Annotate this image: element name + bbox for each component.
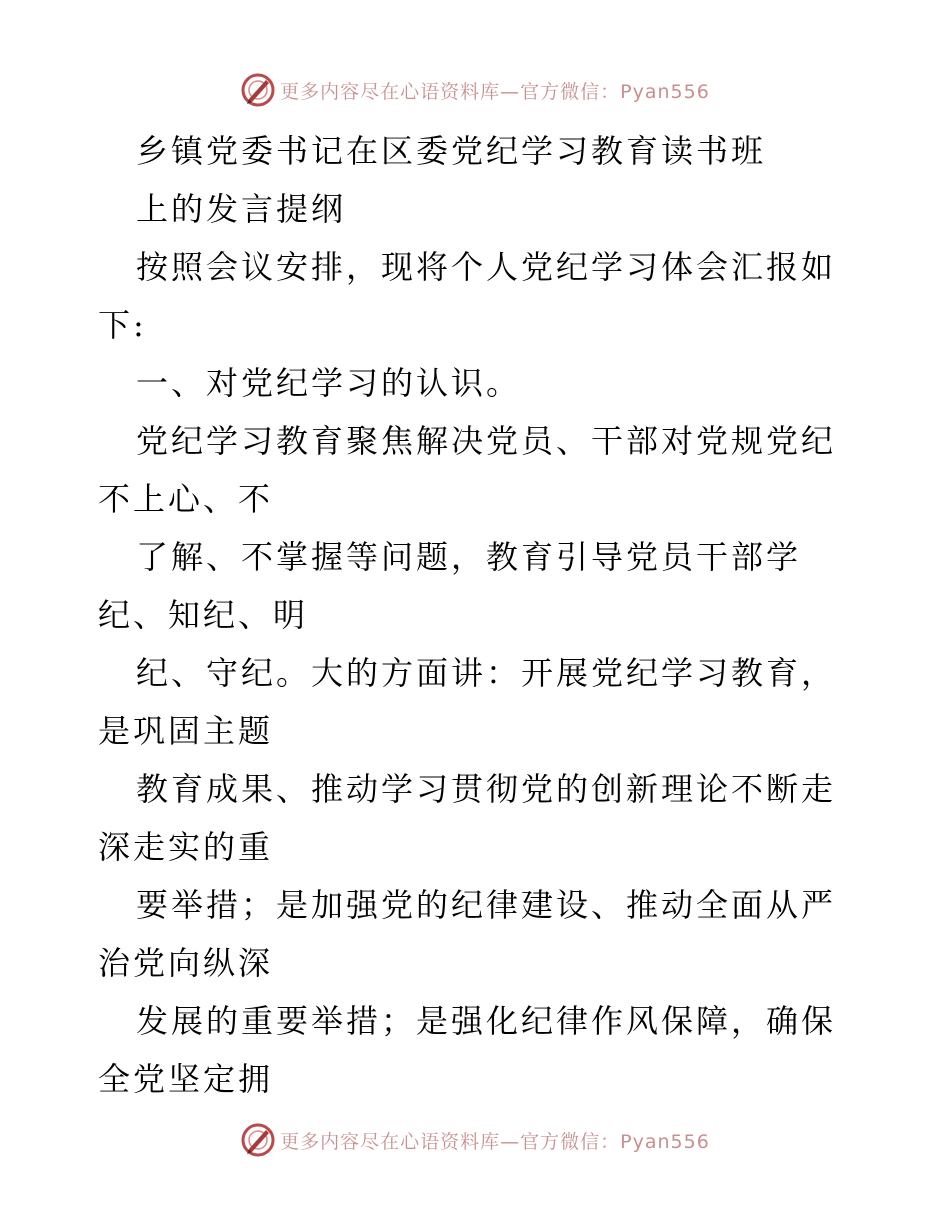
paragraph: 按照会议安排，现将个人党纪学习体会汇报如下: (98, 248, 837, 344)
pen-seal-icon (240, 72, 276, 108)
paragraph: 上的发言提纲 (136, 190, 347, 228)
paragraph: 发展的重要举措；是强化纪律作风保障，确保全党坚定拥 (98, 1002, 837, 1098)
paragraph: 了解、不掌握等问题，教育引导党员干部学纪、知纪、明 (98, 538, 802, 634)
header-watermark (0, 70, 950, 110)
document-body (98, 122, 858, 1108)
paragraph: 教育成果、推动学习贯彻党的创新理论不断走深走实的重 (98, 770, 837, 866)
footer-watermark (0, 1120, 950, 1160)
paragraph: 纪、守纪。大的方面讲：开展党纪学习教育，是巩固主题 (98, 654, 837, 750)
paragraph: 乡镇党委书记在区委党纪学习教育读书班 (136, 132, 767, 170)
pen-seal-icon (240, 1122, 276, 1158)
paragraph: 党纪学习教育聚焦解决党员、干部对党规党纪不上心、不 (98, 422, 837, 518)
paragraph: 要举措；是加强党的纪律建设、推动全面从严治党向纵深 (98, 886, 837, 982)
watermark-text: 更多内容尽在心语资料库—官方微信：Pyan556 (280, 80, 710, 103)
watermark-text: 更多内容尽在心语资料库—官方微信：Pyan556 (280, 1130, 710, 1153)
paragraph: 一、对党纪学习的认识。 (136, 364, 522, 402)
